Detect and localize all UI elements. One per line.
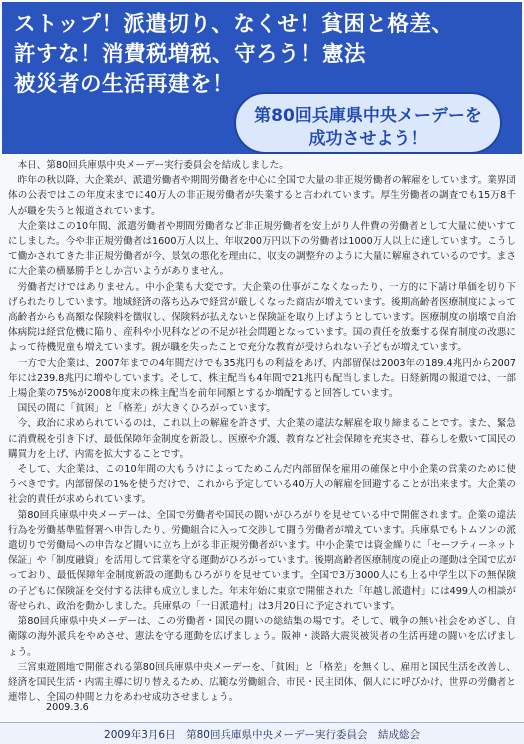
statement-body bbox=[8, 158, 516, 705]
paragraph: 大企業はこの10年間、派遣労働者や期間労働者など非正規労働者を安上がり人件費の労働者として大量に使いすてにしました。今や非正規労働者は1600万人以上、年収200万円以下の労働者は1000万人以上に達しています。こうして働かされてきた非正規労働者が今、景気の悪化を理由に、収支の調整弁のように大量に解雇されているのです。まさに大企業の横暴勝手としか言いようがありません。 bbox=[8, 220, 516, 278]
badge-line-1: 第80回兵庫県中央メーデーを bbox=[254, 106, 482, 126]
paragraph: 国民の間に「貧困」と「格差」が大きくひろがっています。 bbox=[17, 403, 276, 415]
paragraph: 第80回兵庫県中央メーデーは、全国で労働者や国民の闘いがひろがりを見せている中で開催されます。企業の違法行為を労働基準監督署へ申告したり、労働組合に入って交渉して闘う労働者が増えています。兵庫県でもトムソンの派遣切りで労働局への申告など闘いに立ち上がる非正規労働者がいます。中小企業では資金繰りに「セーフティーネット保証」や「制度融資」を活用して営業を守る運動がひろがっています。後期高齢者医療制度の廃止の運動は全国で広がっており、最低保障年金制度新設の運動もひろがりを見せています。全国で3万3000人にも上る中学生以下の無保険の子どもに保険証を交付する法律も成立しました。年末年始に東京で開催された「年越し派遣村」には499人の相談が寄せられ、政治を動かしました。兵庫県の「一日派遣村」は3月20日に予定されています。 bbox=[8, 509, 516, 612]
headline-line-2: 許すな！消費税増税、守ろう！憲法 bbox=[14, 42, 367, 67]
paragraph: 労働者だけではありません。中小企業も大変です。大企業の仕事がこなくなったり、一方的に下請け単価を切り下げられたりしています。地域経済の落ち込みで経営が厳しくなった商店が増えています。後期高齢者医療制度によって高齢者からも高額な保険料を徴収し、保険料が払えないと保険証を取り上げようとしています。医療制度の崩壊で自治体病院は経営危機に陥り、産科や小児科などの不足が社会問題となっています。国の責任を放棄する保育制度の改悪によって待機児童も増えています。親が職を失ったことで充分な教育が受けられない子どもが増えています。 bbox=[8, 281, 516, 354]
headline bbox=[14, 10, 514, 100]
paragraph: 第80回兵庫県中央メーデーは、この労働者・国民の闘いの総結集の場です。そして、戦争の無い社会をめざし、自衛隊の海外派兵をやめさせ、憲法を守る運動を広げましょう。阪神・淡路大震災被災者の生活再建の闘いを広げましょう。 bbox=[8, 616, 516, 658]
paragraph: 本日、第80回兵庫県中央メーデー実行委員会を結成しました。 bbox=[17, 160, 289, 171]
paragraph: 今、政治に求められているのは、これ以上の解雇を許さず、大企業の違法な解雇を取り締まることです。また、緊急に消費税を引き下げ、最低保障年金制度を新設し、医療や介護、教育など社会保障を充実させ、暮らしを敷いて国民の購買力を上げ、内需を拡大することです。 bbox=[8, 418, 516, 460]
footer-bar bbox=[0, 722, 524, 744]
headline-line-1: ストップ！派遣切り、なくせ！貧困と格差、 bbox=[14, 12, 454, 37]
badge-line-2: 成功させよう！ bbox=[308, 129, 428, 149]
mayday-badge bbox=[234, 92, 502, 154]
paragraph: 三宮東遊園地で開催される第80回兵庫県中央メーデーを、「貧困」と「格差」を無くし、雇用と国民生活を改善し、経済を国民生活・内需主導に切り替えるため、広範な労働組合、市民・民主団体、個人にに呼びかけ、世界の労働者と連帯し、全国の仲間と力をあわせ成功させましょう。 bbox=[8, 661, 516, 704]
paragraph: 昨年の秋以降、大企業が、派遣労働者や期間労働者を中心に全国で大量の非正規労働者の解雇をしています。業界団体の公表ではこの年度末までに40万人の非正規労働者が失業すると言われています。厚生労働者の調査でも15万8千人が職を失うと報道されています。 bbox=[8, 175, 516, 217]
headline-banner bbox=[2, 2, 522, 154]
statement-date: 2009.3.6 bbox=[46, 702, 89, 713]
paragraph: 一方で大企業は、2007年までの4年間だけでも35兆円もの利益をあげ、内部留保は2003年の189.4兆円から2007年には239.8兆円に増やしています。そして、株主配当も4年間で21兆円も配当しました。日経新聞の報道では、一部上場企業の75%が2008年度末の株主配当を前年同額とするか増配すると回答しています。 bbox=[8, 357, 516, 400]
paragraph: そして、大企業は、この10年間の大もうけによってためこんだ内部留保を雇用の確保と中小企業の営業のために使うべきです。内部留保の1%を使うだけで、これから予定している40万人の解雇を回避することが出来ます。大企業の社会的責任が求められています。 bbox=[8, 464, 516, 506]
headline-line-3: 被災者の生活再建を！ bbox=[14, 72, 235, 97]
footer-text: 2009年3月6日 第80回兵庫県中央メーデー実行委員会 結成総会 bbox=[104, 729, 420, 741]
